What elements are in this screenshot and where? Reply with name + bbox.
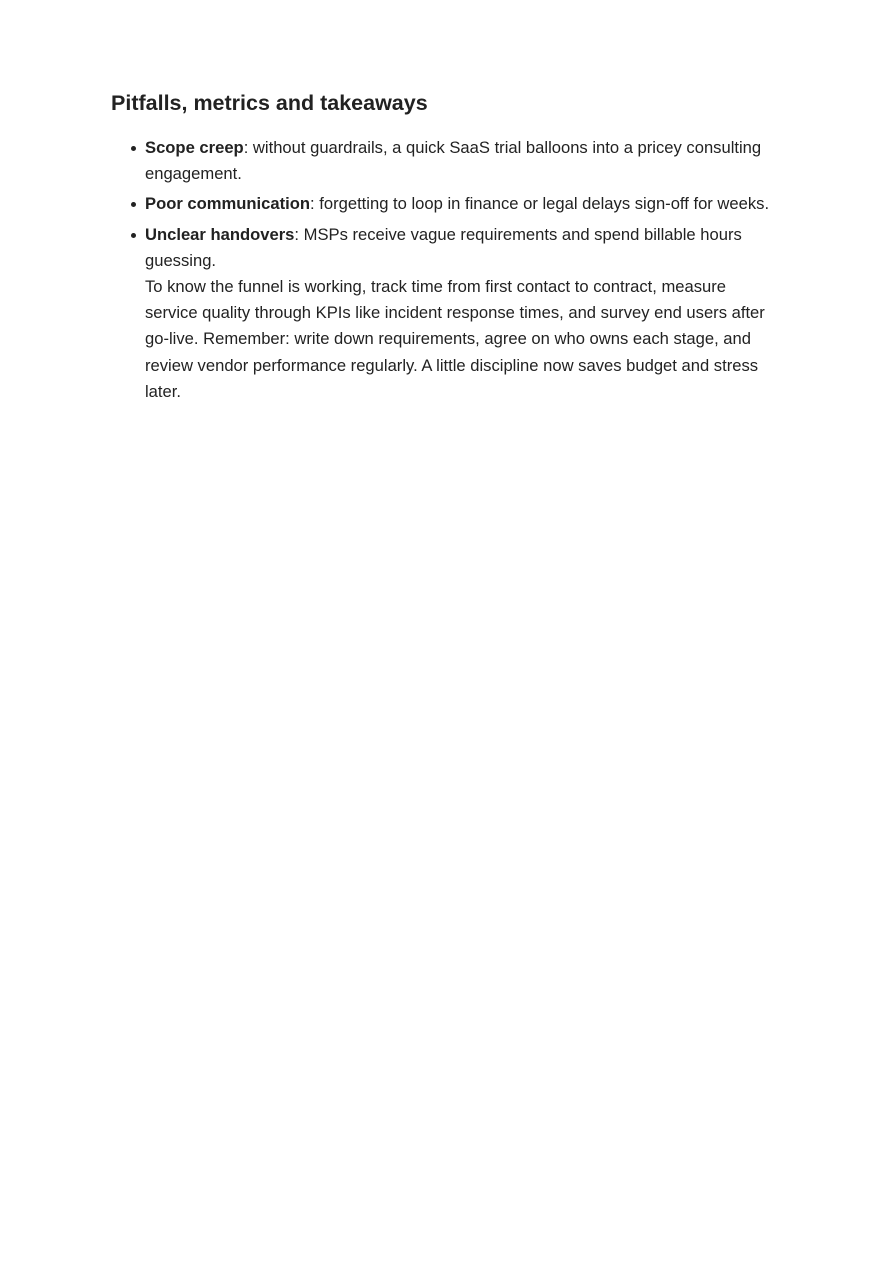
takeaways-paragraph: To know the funnel is working, track time from first contact to contract, measure service quality through KPIs like incident response times, and survey end users after go-live. Remember: write down requirements, agree on who owns each stage, and review vendor performance regularly. A little discipline now saves budget and stress later. (145, 277, 765, 401)
list-item-term: Unclear handovers (145, 224, 295, 244)
list-item-poor-communication (145, 191, 781, 217)
list-item-term: Scope creep (145, 138, 244, 157)
list-item-text: : forgetting to loop in finance or legal delays sign-off for weeks. (310, 194, 770, 214)
list-item-text: : without guardrails, a quick SaaS trial balloons into a pricey consulting engagement. (145, 138, 762, 184)
list-item-text: : MSPs receive vague requirements and spend billable hours guessing. (145, 224, 742, 270)
list-item-scope-creep (145, 135, 781, 187)
section-heading: Pitfalls, metrics and takeaways (111, 91, 428, 115)
list-item-unclear-handovers (145, 222, 781, 405)
pitfalls-list (111, 135, 781, 405)
list-item-term: Poor communication (145, 194, 311, 214)
document-page (111, 88, 781, 409)
